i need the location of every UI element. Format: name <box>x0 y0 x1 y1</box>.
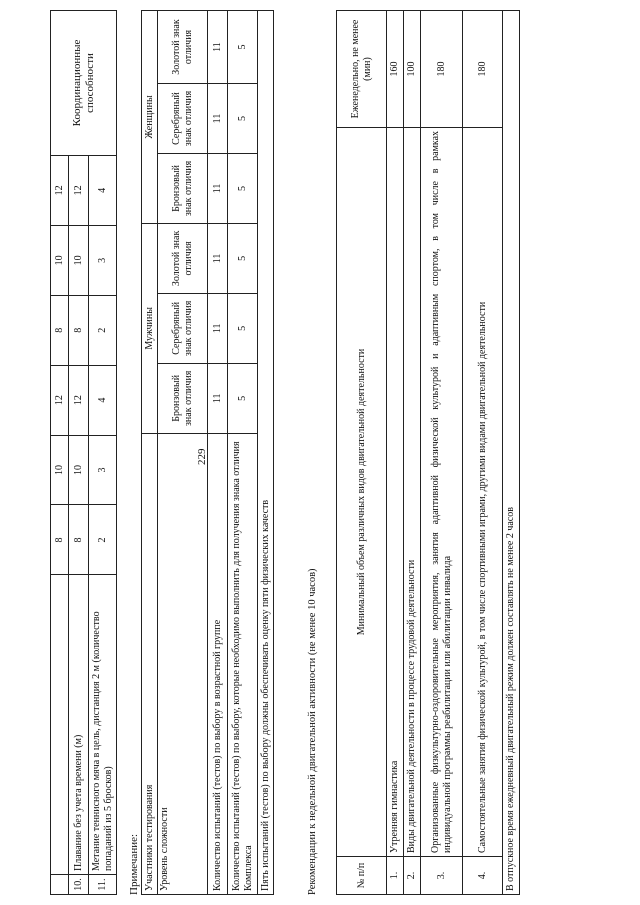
row-num: 4. <box>463 857 503 895</box>
recommendations-title: Рекомендации к недельной двигательной активности (не менее 10 часов) <box>307 568 318 895</box>
num-cell <box>51 875 69 895</box>
row-value: 100 <box>404 11 421 128</box>
value-cell: 11 <box>208 223 228 293</box>
value-cell: 4 <box>89 365 117 435</box>
row-label: Количество испытаний (тестов) по выбору, которые необходимо выполнить для получения знака отличия Комплекса <box>228 433 258 894</box>
badge-header: Бронзовый знак отличия <box>158 363 208 433</box>
row-label: Количество испытаний (тестов) по выбору в возрастной группе <box>208 433 228 894</box>
value-cell: 5 <box>228 153 258 223</box>
note-label: Примечание: <box>128 833 140 895</box>
value-cell: 2 <box>89 295 117 365</box>
difficulty-label: Уровень сложности <box>158 433 208 894</box>
value-cell: 12 <box>69 365 89 435</box>
badge-header: Бронзовый знак отличия <box>158 153 208 223</box>
table-row <box>421 11 463 895</box>
col-num-header: № п/п <box>337 857 387 895</box>
row-name: Виды двигательной деятельности в процессе трудовой деятельности <box>404 127 421 856</box>
badge-header: Серебряный знак отличия <box>158 293 208 363</box>
value-cell: 4 <box>89 155 117 225</box>
value-cell: 11 <box>208 84 228 154</box>
value-cell: 12 <box>69 155 89 225</box>
value-cell: 5 <box>228 11 258 84</box>
table-row <box>337 11 387 895</box>
women-header: Женщины <box>142 11 158 224</box>
table-row <box>463 11 503 895</box>
note-table <box>141 10 274 895</box>
participants-label: Участники тестирования <box>142 433 158 894</box>
table-row <box>404 11 421 895</box>
table-row <box>208 11 228 895</box>
value-cell: 2 <box>89 505 117 575</box>
coord-header: Координационные способности <box>51 11 117 156</box>
value-cell: 11 <box>208 363 228 433</box>
row-name: Плавание без учета времени (м) <box>69 575 89 875</box>
value-cell: 11 <box>208 293 228 363</box>
value-cell: 10 <box>51 435 69 505</box>
value-cell: 5 <box>228 84 258 154</box>
value-cell: 10 <box>69 225 89 295</box>
value-cell: 8 <box>69 295 89 365</box>
name-cell <box>51 575 69 875</box>
row-num: 3. <box>421 857 463 895</box>
value-cell: 3 <box>89 435 117 505</box>
row-num: 1. <box>387 857 404 895</box>
col-name-header: Минимальный объем различных видов двигательной деятельности <box>337 127 387 856</box>
table-row <box>387 11 404 895</box>
activity-footer: В отпускное время ежедневный двигательный режим должен составлять не менее 2 часов <box>503 11 520 895</box>
row-name: Самостоятельные занятия физической культурой, в том числе спортивными играми, другими видами двигательной деятельности <box>463 127 503 856</box>
value-cell: 8 <box>51 505 69 575</box>
top-table <box>50 10 117 895</box>
note-footer: Пять испытаний (тестов) по выбору должны обеспечивать оценку пяти физических качеств <box>258 11 274 895</box>
value-cell: 12 <box>51 365 69 435</box>
activity-table <box>336 10 520 895</box>
row-name: Организованные физкультурно-оздоровительные мероприятия, занятия адаптивной физической культурой и адаптивным спортом, в том числе в рамках индивидуальной программы реабилитации или абилитации инвалида <box>421 127 463 856</box>
value-cell: 11 <box>208 11 228 84</box>
value-cell: 5 <box>228 363 258 433</box>
row-value: 180 <box>463 11 503 128</box>
row-num: 11. <box>89 875 117 895</box>
row-value: 160 <box>387 11 404 128</box>
table-row <box>503 11 520 895</box>
value-cell: 8 <box>69 505 89 575</box>
value-cell: 8 <box>51 295 69 365</box>
row-num: 2. <box>404 857 421 895</box>
table-row <box>51 11 69 895</box>
value-cell: 11 <box>208 153 228 223</box>
table-row <box>228 11 258 895</box>
table-row <box>258 11 274 895</box>
men-header: Мужчины <box>142 223 158 433</box>
value-cell: 12 <box>51 155 69 225</box>
row-num: 10. <box>69 875 89 895</box>
badge-header: Серебряный знак отличия <box>158 84 208 154</box>
page-number: 229 <box>196 448 208 465</box>
row-name: Утренняя гимнастика <box>387 127 404 856</box>
table-row <box>158 11 208 895</box>
value-cell: 10 <box>51 225 69 295</box>
badge-header: Золотой знак отличия <box>158 11 208 84</box>
badge-header: Золотой знак отличия <box>158 223 208 293</box>
col-weekly-header: Еженедельно, не менее (мин) <box>337 11 387 128</box>
row-name: Метание теннисного мяча в цель, дистанция 2 м (количество попаданий из 5 бросков) <box>89 575 117 875</box>
table-row <box>142 11 158 895</box>
value-cell: 10 <box>69 435 89 505</box>
row-value: 180 <box>421 11 463 128</box>
value-cell: 5 <box>228 293 258 363</box>
value-cell: 5 <box>228 223 258 293</box>
value-cell: 3 <box>89 225 117 295</box>
